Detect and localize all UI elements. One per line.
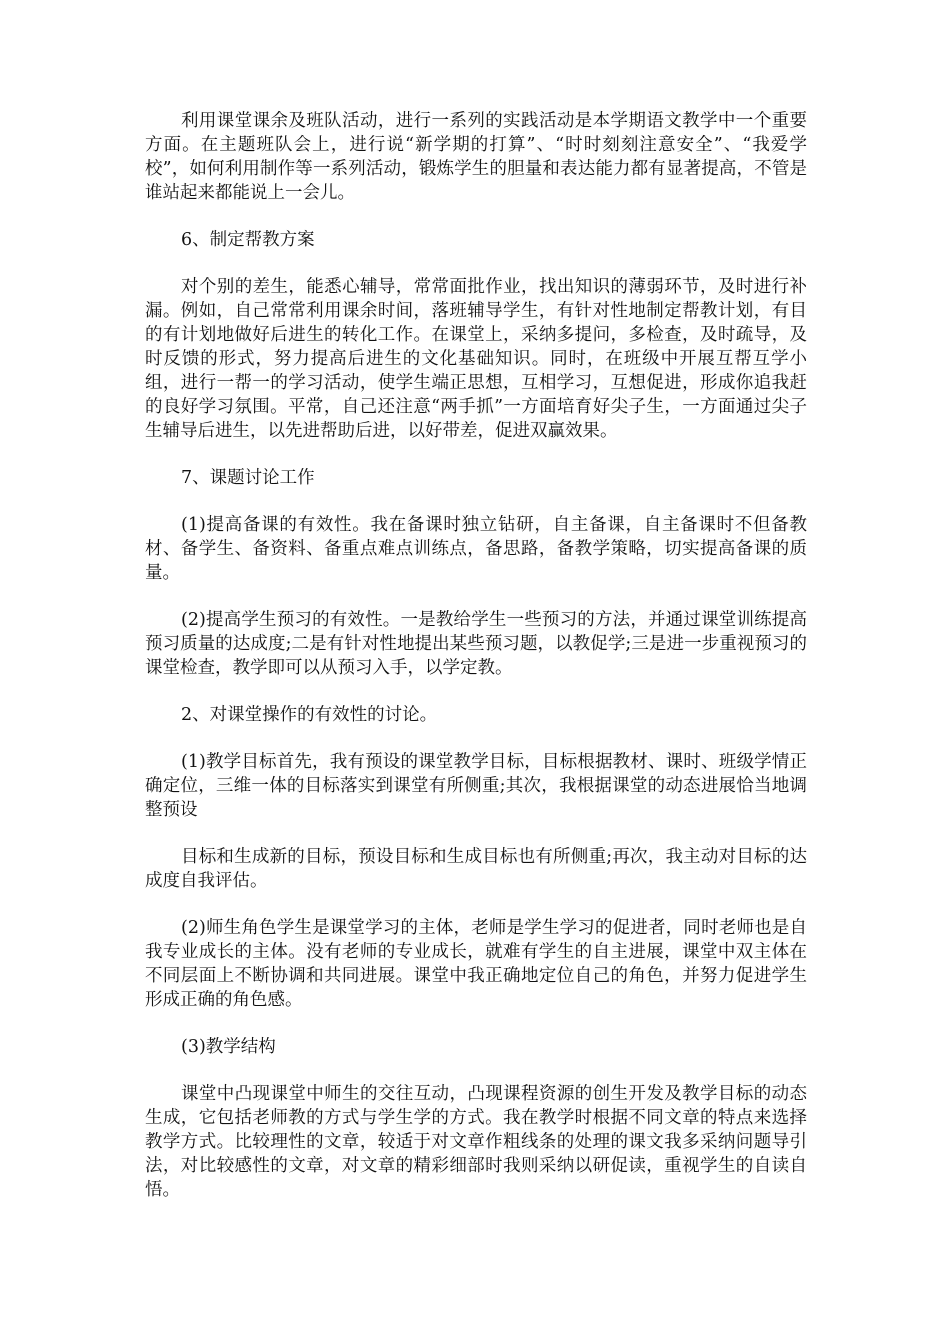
section-heading-2: 2、对课堂操作的有效性的讨论。 (181, 705, 438, 725)
paragraph-interaction: 课堂中凸现课堂中师生的交往互动，凸现课程资源的创生开发及教学目标的动态生成，它包括老师教的方式与学生学的方式。我在教学时根据不同文章的特点来选择教学方式。比较理性的文章，较适于对文章作粗线条的处理的课文我多采纳问题导引法，对比较感性的文章，对文章的精彩细部时我则采纳以研促读，重视学生的自读自悟。 (145, 1084, 807, 1200)
paragraph-goal-generation: 目标和生成新的目标，预设目标和生成目标也有所侧重;再次，我主动对目标的达成度自我评估。 (145, 847, 807, 891)
paragraph-tutoring-plan: 对个别的差生，能悉心辅导，常常面批作业，找出知识的薄弱环节，及时进行补漏。例如，自己常常利用课余时间，落班辅导学生，有针对性地制定帮教计划，有目的有计划地做好后进生的转化工作。在课堂上，采纳多提问，多检查，及时疏导，及时反馈的形式，努力提高后进生的文化基础知识。同时，在班级中开展互帮互学小组，进行一帮一的学习活动，使学生端正思想，互相学习，互想促进，形成你追我赶的良好学习氛围。平常，自己还注意“两手抓”一方面培育好尖子生，一方面通过尖子生辅导后进生，以先进帮助后进，以好带差，促进双赢效果。 (145, 277, 807, 441)
section-heading-structure: (3)教学结构 (181, 1037, 276, 1057)
paragraph-teaching-goals: (1)教学目标首先，我有预设的课堂教学目标，目标根据教材、课时、班级学情正确定位，三维一体的目标落实到课堂有所侧重;其次，我根据课堂的动态进展恰当地调整预设 (145, 752, 807, 820)
section-heading-7: 7、课题讨论工作 (181, 468, 315, 488)
paragraph-roles: (2)师生角色学生是课堂学习的主体，老师是学生学习的促进者，同时老师也是自我专业成长的主体。没有老师的专业成长，就难有学生的自主进展，课堂中双主体在不同层面上不断协调和共同进展。课堂中我正确地定位自己的角色，并努力促进学生形成正确的角色感。 (145, 918, 807, 1010)
paragraph-preview-effectiveness: (2)提高学生预习的有效性。一是教给学生一些预习的方法，并通过课堂训练提高预习质量的达成度;二是有针对性地提出某些预习题，以教促学;三是进一步重视预习的课堂检查，教学即可以从预习入手，以学定教。 (145, 610, 807, 678)
paragraph-class-activities: 利用课堂课余及班队活动，进行一系列的实践活动是本学期语文教学中一个重要方面。在主题班队会上，进行说“新学期的打算”、“时时刻刻注意安全”、“我爱学校”，如何利用制作等一系列活动，锻炼学生的胆量和表达能力都有显著提高，不管是谁站起来都能说上一会儿。 (145, 111, 807, 203)
section-heading-6: 6、制定帮教方案 (181, 230, 315, 250)
paragraph-lesson-prep: (1)提高备课的有效性。我在备课时独立钻研，自主备课，自主备课时不但备教材、备学生、备资料、备重点难点训练点，备思路，备教学策略，切实提高备课的质量。 (145, 515, 807, 583)
document-page (145, 109, 807, 1225)
